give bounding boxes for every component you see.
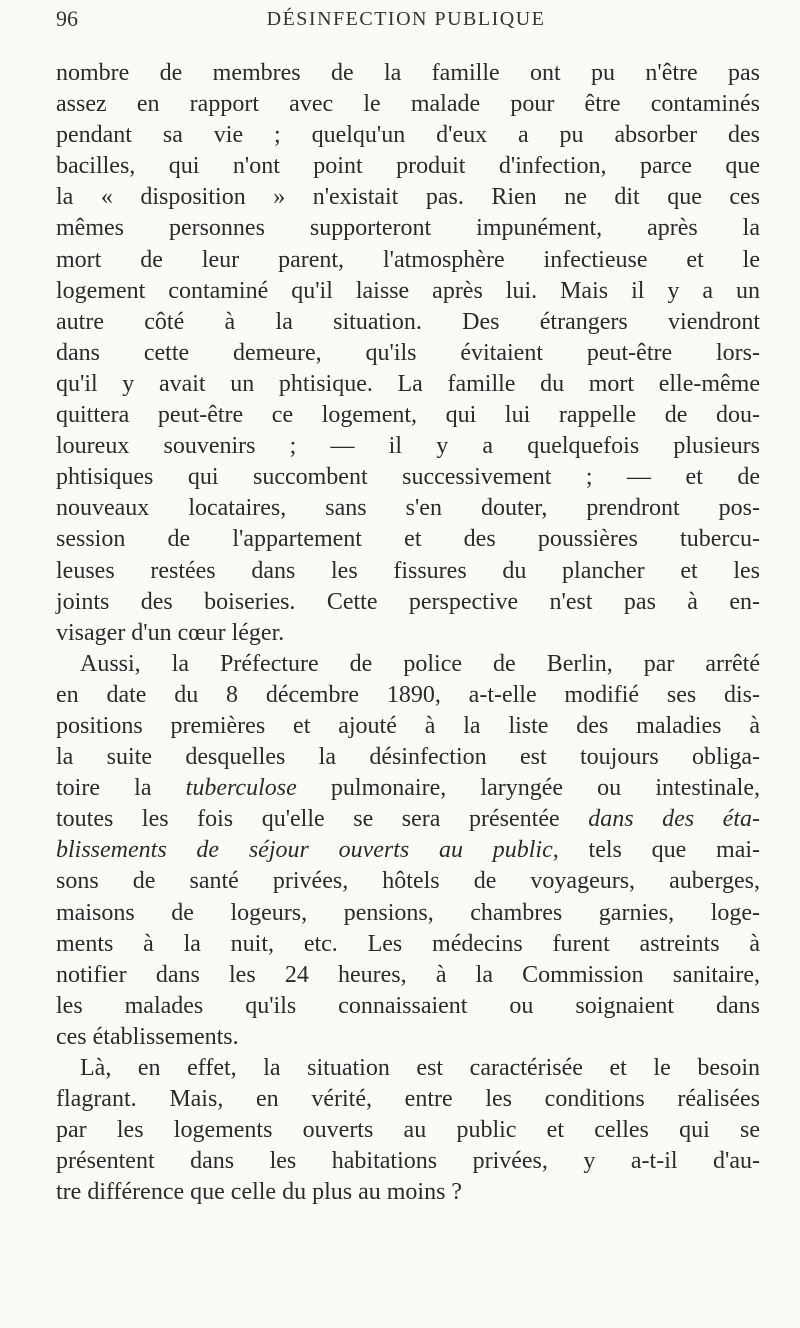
text-line: logement contaminé qu'il laisse après lui. Mais il y a un bbox=[56, 277, 760, 304]
page-header bbox=[56, 4, 756, 40]
text-line: Là, en effet, la situation est caractérisée et le besoin bbox=[80, 1055, 760, 1081]
page-number: 96 bbox=[56, 6, 78, 31]
text-line: ces établissements. bbox=[56, 1023, 239, 1050]
text-line: maisons de logeurs, pensions, chambres garnies, loge- bbox=[56, 899, 760, 926]
text-line: mort de leur parent, l'atmosphère infectieuse et le bbox=[56, 246, 760, 273]
text-line: leuses restées dans les fissures du plancher et les bbox=[56, 557, 760, 584]
text-line: nouveaux locataires, sans s'en douter, prendront pos- bbox=[56, 495, 760, 522]
text-line: flagrant. Mais, en vérité, entre les conditions réalisées bbox=[56, 1086, 760, 1113]
text-line: par les logements ouverts au public et celles qui se bbox=[56, 1117, 760, 1144]
italic-phrase: dans des éta- bbox=[588, 806, 760, 833]
text-line: sons de santé privées, hôtels de voyageurs, auberges, bbox=[56, 868, 760, 895]
italic-phrase: blissements de séjour ouverts au public bbox=[56, 837, 553, 864]
text-run: toutes les fois qu'elle se sera présentée bbox=[56, 806, 589, 833]
text-line-mixed bbox=[56, 835, 760, 866]
text-line: positions premières et ajouté à la liste des maladies à bbox=[56, 712, 760, 739]
text-line: la suite desquelles la désinfection est toujours obliga- bbox=[56, 744, 760, 771]
text-line: en date du 8 décembre 1890, a-t-elle modifié ses dis- bbox=[56, 681, 760, 708]
text-line: nombre de membres de la famille ont pu n'être pas bbox=[56, 60, 760, 86]
text-line: visager d'un cœur léger. bbox=[56, 619, 285, 646]
text-line: ments à la nuit, etc. Les médecins furent astreints à bbox=[56, 930, 760, 957]
text-line: joints des boiseries. Cette perspective n'est pas à en- bbox=[56, 588, 760, 615]
text-line-mixed bbox=[56, 773, 760, 804]
text-line: dans cette demeure, qu'ils évitaient peut-être lors- bbox=[56, 339, 760, 366]
body-text bbox=[56, 58, 760, 1208]
text-run: toire la bbox=[56, 775, 186, 802]
text-line: présentent dans les habitations privées, y a-t-il d'au- bbox=[56, 1148, 760, 1175]
text-line: session de l'appartement et des poussières tubercu- bbox=[56, 526, 760, 553]
text-line: Aussi, la Préfecture de police de Berlin, par arrêté bbox=[80, 650, 760, 677]
text-line: les malades qu'ils connaissaient ou soignaient dans bbox=[56, 992, 760, 1019]
text-line: bacilles, qui n'ont point produit d'infection, parce que bbox=[56, 153, 760, 180]
text-line-mixed bbox=[56, 804, 760, 835]
text-line: la « disposition » n'existait pas. Rien ne dit que ces bbox=[56, 184, 760, 211]
text-run: , tels que mai- bbox=[552, 837, 761, 864]
text-line: pendant sa vie ; quelqu'un d'eux a pu absorber des bbox=[56, 122, 760, 149]
text-line: phtisiques qui succombent successivement ; — et de bbox=[56, 464, 760, 491]
text-run: pulmonaire, laryngée ou intestinale, bbox=[296, 775, 760, 802]
text-line: tre différence que celle du plus au moins ? bbox=[56, 1179, 463, 1206]
italic-term: tuberculose bbox=[185, 775, 297, 802]
text-line: autre côté à la situation. Des étrangers viendront bbox=[56, 308, 760, 335]
text-line: assez en rapport avec le malade pour être contaminés bbox=[56, 91, 760, 118]
running-head: DÉSINFECTION PUBLIQUE bbox=[266, 8, 546, 30]
text-line: mêmes personnes supporteront impunément, après la bbox=[56, 215, 760, 242]
text-line: loureux souvenirs ; — il y a quelquefois plusieurs bbox=[56, 433, 760, 460]
text-line: qu'il y avait un phtisique. La famille du mort elle-même bbox=[56, 370, 760, 397]
text-line: notifier dans les 24 heures, à la Commission sanitaire, bbox=[56, 961, 760, 988]
text-line: quittera peut-être ce logement, qui lui rappelle de dou- bbox=[56, 402, 760, 429]
